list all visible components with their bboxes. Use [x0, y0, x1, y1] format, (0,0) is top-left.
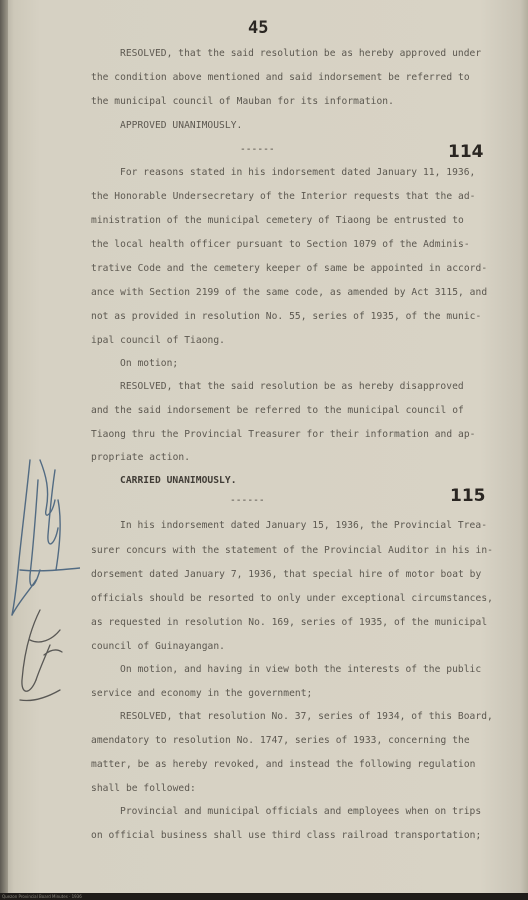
- text-line: service and economy in the government;: [91, 688, 313, 699]
- text-line: and the said indorsement be referred to the municipal council of: [91, 405, 464, 416]
- text-line: ipal council of Tiaong.: [91, 335, 225, 346]
- item-number-114: 114: [448, 142, 484, 162]
- text-line: the municipal council of Mauban for its information.: [91, 96, 394, 107]
- approved-note: APPROVED UNANIMOUSLY.: [120, 120, 243, 131]
- carried-note: CARRIED UNANIMOUSLY.: [120, 475, 237, 486]
- text-line: dorsement dated January 7, 1936, that special hire of motor boat by: [91, 569, 482, 580]
- page-number: 45: [248, 18, 269, 38]
- text-line: Tiaong thru the Provincial Treasurer for their information and ap-: [91, 429, 476, 440]
- text-line: ministration of the municipal cemetery of Tiaong be entrusted to: [91, 215, 464, 226]
- text-line: ance with Section 2199 of the same code, as amended by Act 3115, and: [91, 287, 488, 298]
- text-line: In his indorsement dated January 15, 1936, the Provincial Trea-: [120, 520, 488, 531]
- text-line: Provincial and municipal officials and employees when on trips: [120, 806, 482, 817]
- text-line: RESOLVED, that resolution No. 37, series of 1934, of this Board,: [120, 711, 493, 722]
- motion-line: On motion;: [120, 358, 179, 369]
- handwritten-signature: [0, 440, 80, 730]
- text-line: on official business shall use third class railroad transportation;: [91, 830, 482, 841]
- text-line: shall be followed:: [91, 783, 196, 794]
- text-line: amendatory to resolution No. 1747, series of 1933, concerning the: [91, 735, 470, 746]
- scan-footer-text: Quezon Provincial Board Minutes · 1936: [2, 894, 82, 899]
- item-number-115: 115: [450, 486, 486, 506]
- text-line: the Honorable Undersecretary of the Interior requests that the ad-: [91, 191, 476, 202]
- text-line: the condition above mentioned and said indorsement be referred to: [91, 72, 470, 83]
- text-line: not as provided in resolution No. 55, series of 1935, of the munic-: [91, 311, 482, 322]
- text-line: surer concurs with the statement of the Provincial Auditor in his in-: [91, 545, 493, 556]
- text-line: RESOLVED, that the said resolution be as hereby disapproved: [120, 381, 464, 392]
- text-line: For reasons stated in his indorsement dated January 11, 1936,: [120, 167, 476, 178]
- text-line: trative Code and the cemetery keeper of same be appointed in accord-: [91, 263, 488, 274]
- text-line: propriate action.: [91, 452, 191, 463]
- section-divider: ------: [240, 144, 275, 155]
- section-divider: ------: [230, 495, 265, 506]
- text-line: the local health officer pursuant to Section 1079 of the Adminis-: [91, 239, 470, 250]
- text-line: RESOLVED, that the said resolution be as hereby approved under: [120, 48, 482, 59]
- text-line: as requested in resolution No. 169, series of 1935, of the municipal: [91, 617, 488, 628]
- text-line: council of Guinayangan.: [91, 641, 225, 652]
- text-line: On motion, and having in view both the interests of the public: [120, 664, 482, 675]
- text-line: officials should be resorted to only under exceptional circumstances,: [91, 593, 493, 604]
- text-line: matter, be as hereby revoked, and instead the following regulation: [91, 759, 476, 770]
